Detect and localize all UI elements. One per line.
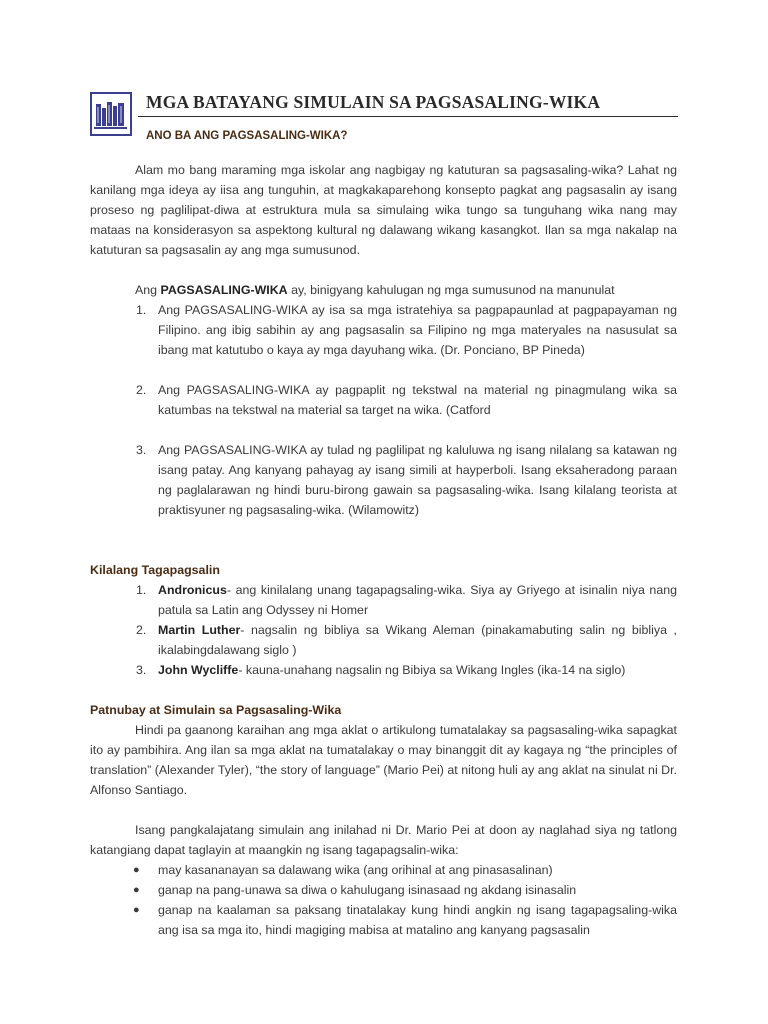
list-text: may kasananayan sa dalawang wika (ang orihinal at ang pinasasalinan) [158, 863, 553, 877]
translator-desc: - kauna-unahang nagsalin ng Bibiya sa Wikang Ingles (ika-14 na siglo) [238, 663, 626, 677]
list-text: ganap na kaalaman sa paksang tinatalakay kung hindi angkin ng isang tagapagsaling-wika ang isa sa mga ito, hindi magiging mabisa at matalino ang kanyang pagsasalin [158, 903, 677, 937]
translator-name: Andronicus [158, 583, 227, 597]
bullet-icon: ● [133, 904, 140, 916]
document-body [90, 160, 677, 940]
list-item [90, 860, 677, 880]
definition-lead-post: ay, binigyang kahulugan ng mga sumusunod na manunulat [287, 283, 615, 297]
bullet-icon: ● [133, 864, 140, 876]
list-item [90, 660, 677, 680]
list-item [90, 900, 677, 940]
definition-lead-pre: Ang [135, 283, 161, 297]
list-number: 2. [136, 383, 147, 397]
list-item [90, 440, 677, 520]
title-underline [138, 116, 678, 117]
principles-paragraph-2: Isang pangkalajatang simulain ang inilahad ni Dr. Mario Pei at doon ay naglahad siya ng tatlong katangiang dapat taglayin at maangkin ng isang tagapagsalin-wika: [90, 823, 677, 857]
translator-name: John Wycliffe [158, 663, 239, 677]
section-heading-translators: Kilalang Tagapagsalin [90, 563, 220, 577]
intro-paragraph: Alam mo bang maraming mga iskolar ang nagbigay ng katuturan sa pagsasaling-wika? Lahat ng kanilang mga ideya ay iisa ang tunguhin, at magkakapareho​ng konsepto pagkat ang pagsasalin ay isang proseso ng paglilipat-diwa at estruktura mula sa simulaing wika tungo sa tunguhang wika nang may mataas na konsiderasyon sa aspektong kultural ng dalawang wikang kasangkot. Ilan sa mga nakalap na katuturan sa pagsasalin ay ang mga sumusunod. [90, 163, 677, 257]
list-item [90, 580, 677, 620]
translator-desc: - ang kinilalang unang tagapagsaling-wika. Siya ay Griyego at isinalin niya nang patula sa Latin ang Odyssey ni Homer [158, 583, 677, 617]
translator-desc: - nagsalin ng bibliya sa Wikang Aleman (pinakamabuting salin ng bibliya , ikalabingdalawang siglo ) [158, 623, 677, 657]
list-text: Ang PAGSASALING-WIKA ay isa sa mga istratehiya sa pagpapaunlad at pagpapayaman ng Filipino. ang ibig sabihin ay ang pagsasalin sa Filipino ng mga materyales na nasusulat sa ibang mat katutubo o kaya ay mga dayuhang wika. (Dr. Ponciano, BP Pineda) [158, 303, 677, 357]
list-number: 3. [136, 663, 147, 677]
principles-paragraph-1: Hindi pa gaanong karaihan ang mga aklat o artikulong tumatalakay sa pagsasaling-wika sapagkat ito ay pambihira. Ang ilan sa mga aklat na tumatalakay o may binanggit dit ay kagaya ng “the principles of translation” (Alexander Tyler), “the story of language” (Mario Pei) at nitong huli ay ang aklat na sinulat ni Dr. Alfonso Santiago. [90, 723, 677, 797]
list-number: 1. [136, 303, 147, 317]
list-number: 3. [136, 443, 147, 457]
section-heading-principles: Patnubay at Simulain sa Pagsasaling-Wika [90, 703, 342, 717]
definition-lead [90, 280, 677, 300]
list-text: Ang PAGSASALING-WIKA ay tulad ng paglilipat ng kaluluwa ng isang nilalang sa katawan ng isang patay. Ang kanyang pahayag ay isang simili at hayperboli. Isang eksaheradong paraan ng paglalarawan ng hindi buru-birong gawain sa pagsasaling-wika. Isang kilalang teorista at praktisyuner ng pagsasaling-wika. (Wilamowitz) [158, 443, 677, 517]
list-item [90, 620, 677, 660]
list-item [90, 300, 677, 360]
bullet-icon: ● [133, 884, 140, 896]
translator-name: Martin Luther [158, 623, 241, 637]
page-subtitle: ANO BA ANG PAGSASALING-WIKA? [146, 130, 348, 142]
books-icon [90, 92, 132, 136]
list-number: 1. [136, 583, 147, 597]
qualities-list [90, 860, 677, 940]
list-text: Ang PAGSASALING-WIKA ay pagpaplit ng tekstwal na material ng pinagmulang wika sa katumbas na tekstwal na material sa target na wika. (Catford [158, 383, 677, 417]
list-item [90, 380, 677, 420]
translators-list [90, 580, 677, 680]
page-title: MGA BATAYANG SIMULAIN SA PAGSASALING-WIKA [146, 92, 601, 112]
list-number: 2. [136, 623, 147, 637]
list-item [90, 880, 677, 900]
list-text: ganap na pang-unawa sa diwa o kahulugang isinasaad ng akdang isinasalin [158, 883, 577, 897]
definitions-list [90, 300, 677, 520]
definition-lead-term: PAGSASALING-WIKA [160, 283, 288, 297]
